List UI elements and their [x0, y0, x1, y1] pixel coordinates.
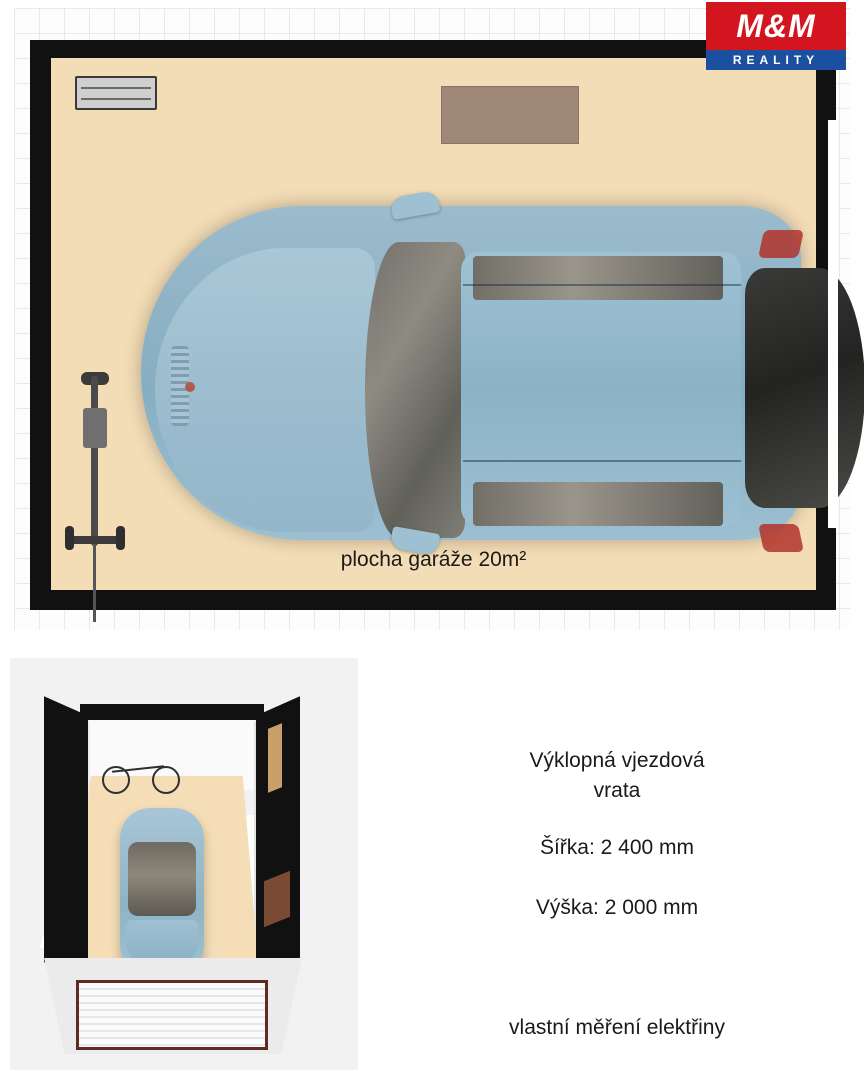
- door-type-text: [380, 746, 854, 806]
- garage-outline: [30, 40, 836, 610]
- tool-icon: [268, 723, 282, 793]
- brand-subtitle: REALITY: [732, 53, 820, 67]
- garage-door-opening: [828, 120, 838, 528]
- specs-panel: [380, 658, 854, 1070]
- brand-logo: [706, 2, 846, 70]
- door-width-text: Šířka: 2 400 mm: [539, 836, 695, 859]
- car-icon: [141, 188, 801, 558]
- car-icon: [120, 808, 204, 968]
- brand-name: M&M: [736, 7, 816, 44]
- door-height-text: Výška: 2 000 mm: [535, 896, 699, 919]
- area-label: plocha garáže 20m²: [340, 548, 527, 571]
- shelf-icon: [75, 76, 157, 110]
- garage-floor: [51, 58, 816, 590]
- details-section: [0, 658, 864, 1080]
- garage-door-icon: [76, 980, 268, 1050]
- garage-3d-render: [10, 658, 358, 1070]
- electricity-text: vlastní měření elektřiny: [509, 1016, 725, 1039]
- cabinet-icon: [441, 86, 579, 144]
- bicycle-icon: [102, 758, 186, 792]
- door-type-line1: Výklopná vjezdová: [529, 749, 705, 772]
- door-type-line2: vrata: [593, 779, 641, 802]
- bicycle-icon: [65, 368, 125, 568]
